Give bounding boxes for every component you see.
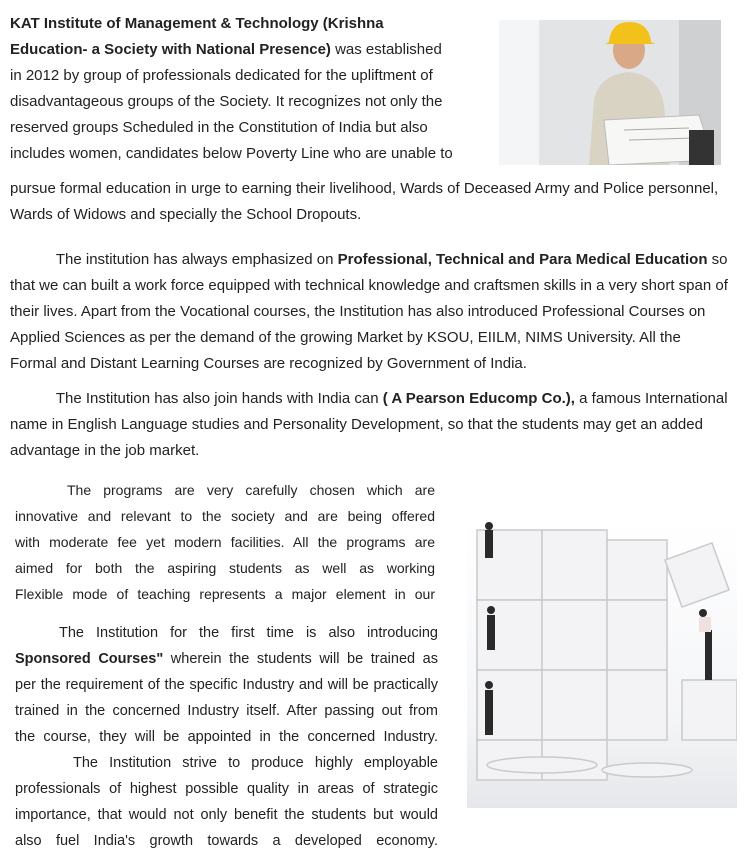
text-line <box>15 555 435 581</box>
text-segment: The Institution strive to produce highly employable <box>73 755 438 771</box>
text-segment: innovative and relevant to the society and are being offered <box>15 508 435 524</box>
pearson-paragraph <box>10 386 745 464</box>
text-line <box>10 438 745 464</box>
text-segment: Flexible mode of teaching represents a major element in our <box>15 586 435 602</box>
bold-text: Sponsored Courses" <box>15 651 164 667</box>
text-segment: importance, that would not only benefit the students but would <box>15 807 438 823</box>
text-segment: per the requirement of the specific Industry and will be practically <box>15 677 438 693</box>
text-line <box>10 63 490 89</box>
text-segment: with moderate fee yet modern facilities. All the programs are <box>15 534 435 550</box>
text-line <box>10 351 745 377</box>
text-segment: a famous International <box>574 390 728 407</box>
text-line <box>15 698 438 724</box>
text-line <box>15 477 435 503</box>
text-line <box>15 724 438 750</box>
text-segment: their lives. Apart from the Vocational courses, the Institution has also introduced Professional Courses on <box>10 303 706 320</box>
engineer-with-blueprint-image <box>499 20 721 165</box>
text-line <box>10 299 745 325</box>
industry-courses-paragraph <box>15 620 438 854</box>
intro-paragraph <box>10 11 490 167</box>
text-line <box>15 620 438 646</box>
text-segment: The Institution has also join hands with India can <box>10 390 383 407</box>
text-line <box>10 247 745 273</box>
text-line <box>10 141 490 167</box>
text-segment: name in English Language studies and Personality Development, so that the students may get an added <box>10 416 703 433</box>
text-segment: pursue formal education in urge to earning their livelihood, Wards of Deceased Army and Police personnel, <box>10 180 719 197</box>
text-line <box>10 89 490 115</box>
bold-text: KAT Institute of Management & Technology (Krishna <box>10 15 384 32</box>
text-line <box>15 672 438 698</box>
text-segment: the course, they will be appointed in the concerned Industry. <box>15 729 438 745</box>
text-line <box>15 828 438 854</box>
text-segment: Applied Sciences as per the demand of the growing Market by KSOU, EIILM, NIMS University. All the <box>10 329 681 346</box>
text-segment: includes women, candidates below Poverty Line who are unable to <box>10 145 453 162</box>
bold-text: Education- a Society with National Presence) <box>10 41 331 58</box>
bold-text: Professional, Technical and Para Medical Education <box>337 251 708 268</box>
text-line <box>15 750 438 776</box>
text-line <box>15 776 438 802</box>
text-line <box>15 529 435 555</box>
text-segment: that we can built a work force equipped with technical knowledge and craftsmen skills in a very short span of <box>10 277 728 294</box>
text-line <box>10 202 745 228</box>
text-segment: in 2012 by group of professionals dedicated for the upliftment of <box>10 67 433 84</box>
text-segment: reserved groups Scheduled in the Constitution of India but also <box>10 119 428 136</box>
text-line <box>10 412 745 438</box>
text-segment: aimed for both the aspiring students as well as working <box>15 560 435 576</box>
text-segment: disadvantageous groups of the Society. It recognizes not only the <box>10 93 443 110</box>
text-line <box>15 646 438 672</box>
text-segment: also fuel India's growth towards a developed economy. <box>15 833 438 849</box>
text-segment: The institution has always emphasized on <box>10 251 338 268</box>
text-segment: Wards of Widows and specially the School Dropouts. <box>10 206 362 223</box>
text-segment: advantage in the job market. <box>10 442 200 459</box>
education-paragraph <box>10 247 745 377</box>
text-segment: Formal and Distant Learning Courses are recognized by Government of India. <box>10 355 527 372</box>
bold-text: ( A Pearson Educomp Co.), <box>382 390 575 407</box>
text-line <box>10 176 745 202</box>
text-segment: The Institution for the first time is also introducing <box>59 625 438 641</box>
text-line <box>10 37 490 63</box>
text-line <box>15 503 435 529</box>
text-segment: professionals of highest possible quality in areas of strategic <box>15 781 438 797</box>
text-segment: so <box>707 251 728 268</box>
text-segment: trained in the concerned Industry itself. After passing out from <box>15 703 438 719</box>
text-line <box>10 11 490 37</box>
text-line <box>10 325 745 351</box>
text-segment: wherein the students will be trained as <box>163 651 438 667</box>
programs-paragraph <box>15 477 435 607</box>
text-segment: was established <box>330 41 442 58</box>
text-line <box>10 386 745 412</box>
intro-paragraph-continued <box>10 176 745 228</box>
text-line <box>15 581 435 607</box>
text-line <box>10 115 490 141</box>
puzzle-teamwork-image <box>467 520 737 808</box>
text-line <box>15 802 438 828</box>
text-segment: The programs are very carefully chosen which are <box>67 482 435 498</box>
text-line <box>10 273 745 299</box>
